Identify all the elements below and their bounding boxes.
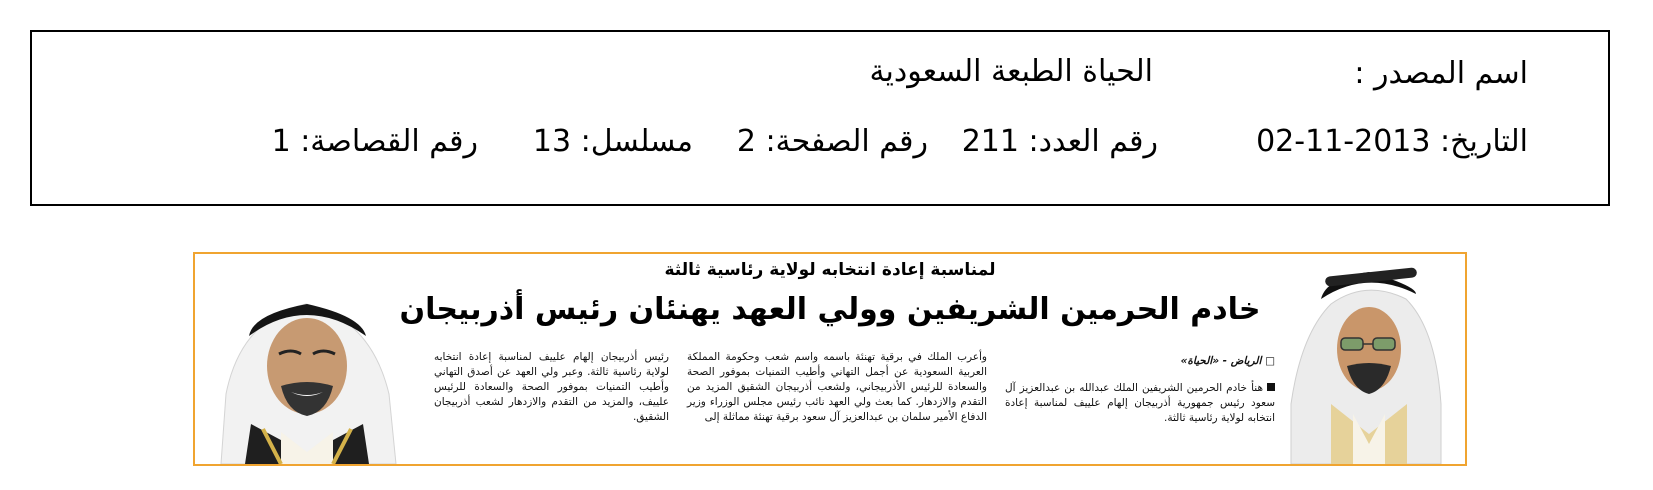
- king-abdullah-photo: [1281, 254, 1451, 464]
- article-headline: خادم الحرمين الشريفين وولي العهد يهنئان رئيس أذربيجان: [399, 292, 1261, 327]
- date-label: التاريخ: 2013-11-02: [1256, 124, 1528, 159]
- serial-number-label: مسلسل: 13: [532, 124, 693, 159]
- clipping-info-box: [30, 30, 1610, 206]
- source-label: اسم المصدر :: [1354, 56, 1528, 91]
- issue-number-label: رقم العدد: 211: [961, 124, 1158, 159]
- article-paragraph-3: رئيس أذربيجان إلهام علييف لمناسبة إعادة انتخابه لولاية رئاسية ثالثة. وعبر ولي العهد عن أصدق التهاني وأطيب التمنيات بموفور الصحة والسعادة للرئيس علييف، والمزيد من التقدم والازدهار لشعب أذربيجان الشقيق.: [434, 351, 669, 423]
- article-paragraph-1: هنأ خادم الحرمين الشريفين الملك عبدالله بن عبدالعزيز آل سعود رئيس جمهورية أذربيجان إلهام علييف لمناسبة إعادة انتخابه لولاية رئاسية ثالثة.: [1005, 382, 1275, 424]
- article-kicker: لمناسبة إعادة انتخابه لولاية رئاسية ثالثة: [664, 260, 996, 280]
- article-column-2: [687, 350, 987, 425]
- article-byline: □ الرياض - «الحياة»: [1180, 355, 1275, 367]
- clipping-number-label: رقم القصاصة: 1: [271, 124, 478, 159]
- newspaper-clipping: [193, 252, 1467, 466]
- article-column-1: [1005, 354, 1275, 426]
- article-paragraph-2: وأعرب الملك في برقية تهنئة باسمه واسم شعب وحكومة المملكة العربية السعودية عن أجمل التهاني وأطيب التمنيات بموفور الصحة والسعادة للرئيس الأذربيجاني، ولشعب أذربيجان الشقيق المزيد من التقدم والازدهار. كما بعث ولي العهد نائب رئيس مجلس الوزراء وزير الدفاع الأمير سلمان بن عبدالعزيز آل سعود برقية تهنئة مماثلة إلى: [687, 351, 987, 423]
- bullet-square-icon: [1267, 383, 1275, 391]
- article-column-3: [434, 350, 669, 425]
- page-number-label: رقم الصفحة: 2: [736, 124, 928, 159]
- crown-prince-salman-photo: [201, 274, 416, 464]
- byline-box-icon: □: [1261, 355, 1275, 367]
- source-value: الحياة الطبعة السعودية: [869, 54, 1153, 89]
